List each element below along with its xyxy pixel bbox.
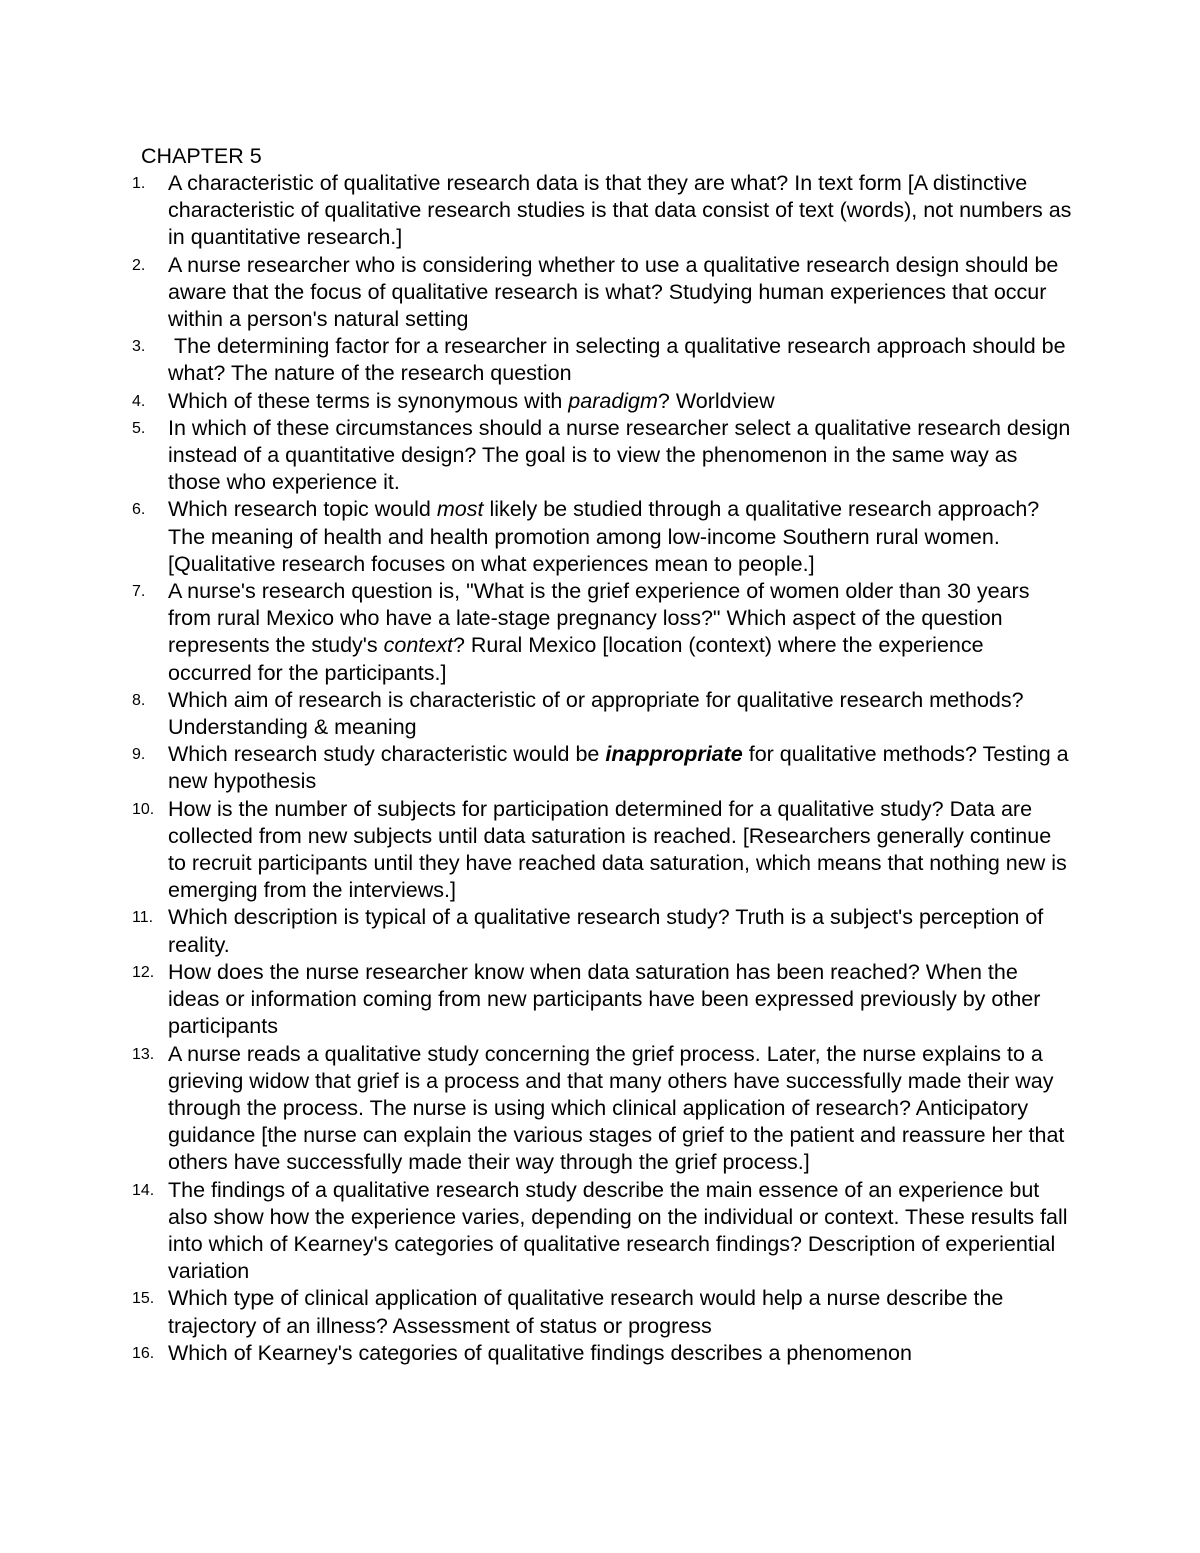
item-text-after: ? Worldview [657,388,775,413]
list-item [0,959,1073,1041]
item-number: 7. [132,583,146,601]
item-text: Which aim of research is characteristic of or appropriate for qualitative research methods? Understanding & meaning [168,687,1024,740]
list-item [0,1340,1073,1367]
list-item [0,1285,1073,1339]
item-text-before: Which research topic would [168,497,437,522]
item-text: Which of Kearney's categories of qualitative findings describes a phenomenon [168,1340,912,1365]
item-text: In which of these circumstances should a nurse researcher select a qualitative research design instead of a quantitative design? The goal is to view the phenomenon in the same way as those who experience it. [168,415,1071,495]
list-item [0,333,1073,387]
item-text: How is the number of subjects for participation determined for a qualitative study? Data are collected from new subjects until data saturation is reached. [Researchers generally continue to recruit participants until they have reached data saturation, which means that nothing new is emerging from the interviews.] [168,796,1067,903]
list-item [0,741,1073,795]
item-number: 9. [132,746,146,764]
list-item [0,904,1073,958]
item-number: 11. [132,909,154,927]
item-number: 6. [132,501,146,519]
item-text [168,578,1073,687]
item-text-before: Which of these terms is synonymous with [168,388,569,413]
item-number: 2. [132,256,146,274]
item-number: 4. [132,392,146,410]
list-item [0,415,1073,497]
item-text: A nurse researcher who is considering whether to use a qualitative research design should be aware that the focus of qualitative research is what? Studying human experiences that occur within a person's natural setting [168,252,1059,332]
emphasized-term: most [436,497,484,522]
list-item [0,388,1073,415]
item-number: 16. [132,1344,155,1362]
item-number: 14. [132,1181,155,1199]
item-text: The findings of a qualitative research study describe the main essence of an experience but also show how the experience varies, depending on the individual or context. These results fall into which of Kearney's categories of qualitative research findings? Description of experiential variation [168,1177,1068,1284]
item-number: 3. [132,338,146,356]
item-text [168,388,1073,415]
item-text: The determining factor for a researcher in selecting a qualitative research approach should be what? The nature of the research question [168,334,1066,386]
emphasized-term: paradigm [568,388,658,413]
item-text-before: Which research study characteristic would be [168,742,606,767]
list-item [0,687,1073,741]
item-number: 10. [132,800,155,818]
list-item [0,1177,1073,1286]
item-text-before: A nurse's research question is, "What is the grief experience of women older than 30 years from rural Mexico who have a late-stage pregnancy loss?" Which aspect of the question represents the study's [168,579,1030,658]
list-item [0,578,1073,687]
item-number: 12. [132,963,155,981]
item-number: 13. [132,1045,155,1063]
item-text [168,741,1073,795]
chapter-heading: CHAPTER 5 [141,144,262,168]
list-item [0,1041,1073,1177]
list-item [0,796,1073,905]
item-text-after: likely be studied through a qualitative research approach? The meaning of health and health promotion among low-income Southern rural women. [Qualitative research focuses on what experiences mean to people.] [168,497,1040,576]
list-item [0,496,1073,578]
item-text: How does the nurse researcher know when data saturation has been reached? When the ideas or information coming from new participants have been expressed previously by other participants [168,959,1041,1039]
item-text: Which type of clinical application of qualitative research would help a nurse describe the trajectory of an illness? Assessment of status or progress [168,1286,1004,1338]
item-text-after: ? Rural Mexico [location (context) where the experience occurred for the participants.] [168,633,984,685]
item-text [168,496,1073,578]
question-list [0,170,1200,1367]
emphasized-term: context [383,633,453,658]
item-text: A nurse reads a qualitative study concerning the grief process. Later, the nurse explains to a grieving widow that grief is a process and that many others have successfully made their way through the process. The nurse is using which clinical application of research? Anticipatory guidance [the nurse can explain the various stages of grief to the patient and reassure her that others have successfully made their way through the grief process.] [168,1041,1065,1175]
item-text: A characteristic of qualitative research data is that they are what? In text form [A distinctive characteristic of qualitative research studies is that data consist of text (words), not numbers as in quantitative research.] [168,171,1072,250]
list-item [0,252,1073,334]
emphasized-term: inappropriate [605,742,743,767]
item-number: 15. [132,1290,155,1308]
item-text: Which description is typical of a qualitative research study? Truth is a subject's perception of reality. [168,905,1044,957]
list-item [0,170,1073,252]
item-number: 8. [132,691,146,709]
item-number: 5. [132,419,146,437]
item-number: 1. [132,175,146,192]
item-text-after: for qualitative methods? Testing a new hypothesis [168,742,1069,794]
